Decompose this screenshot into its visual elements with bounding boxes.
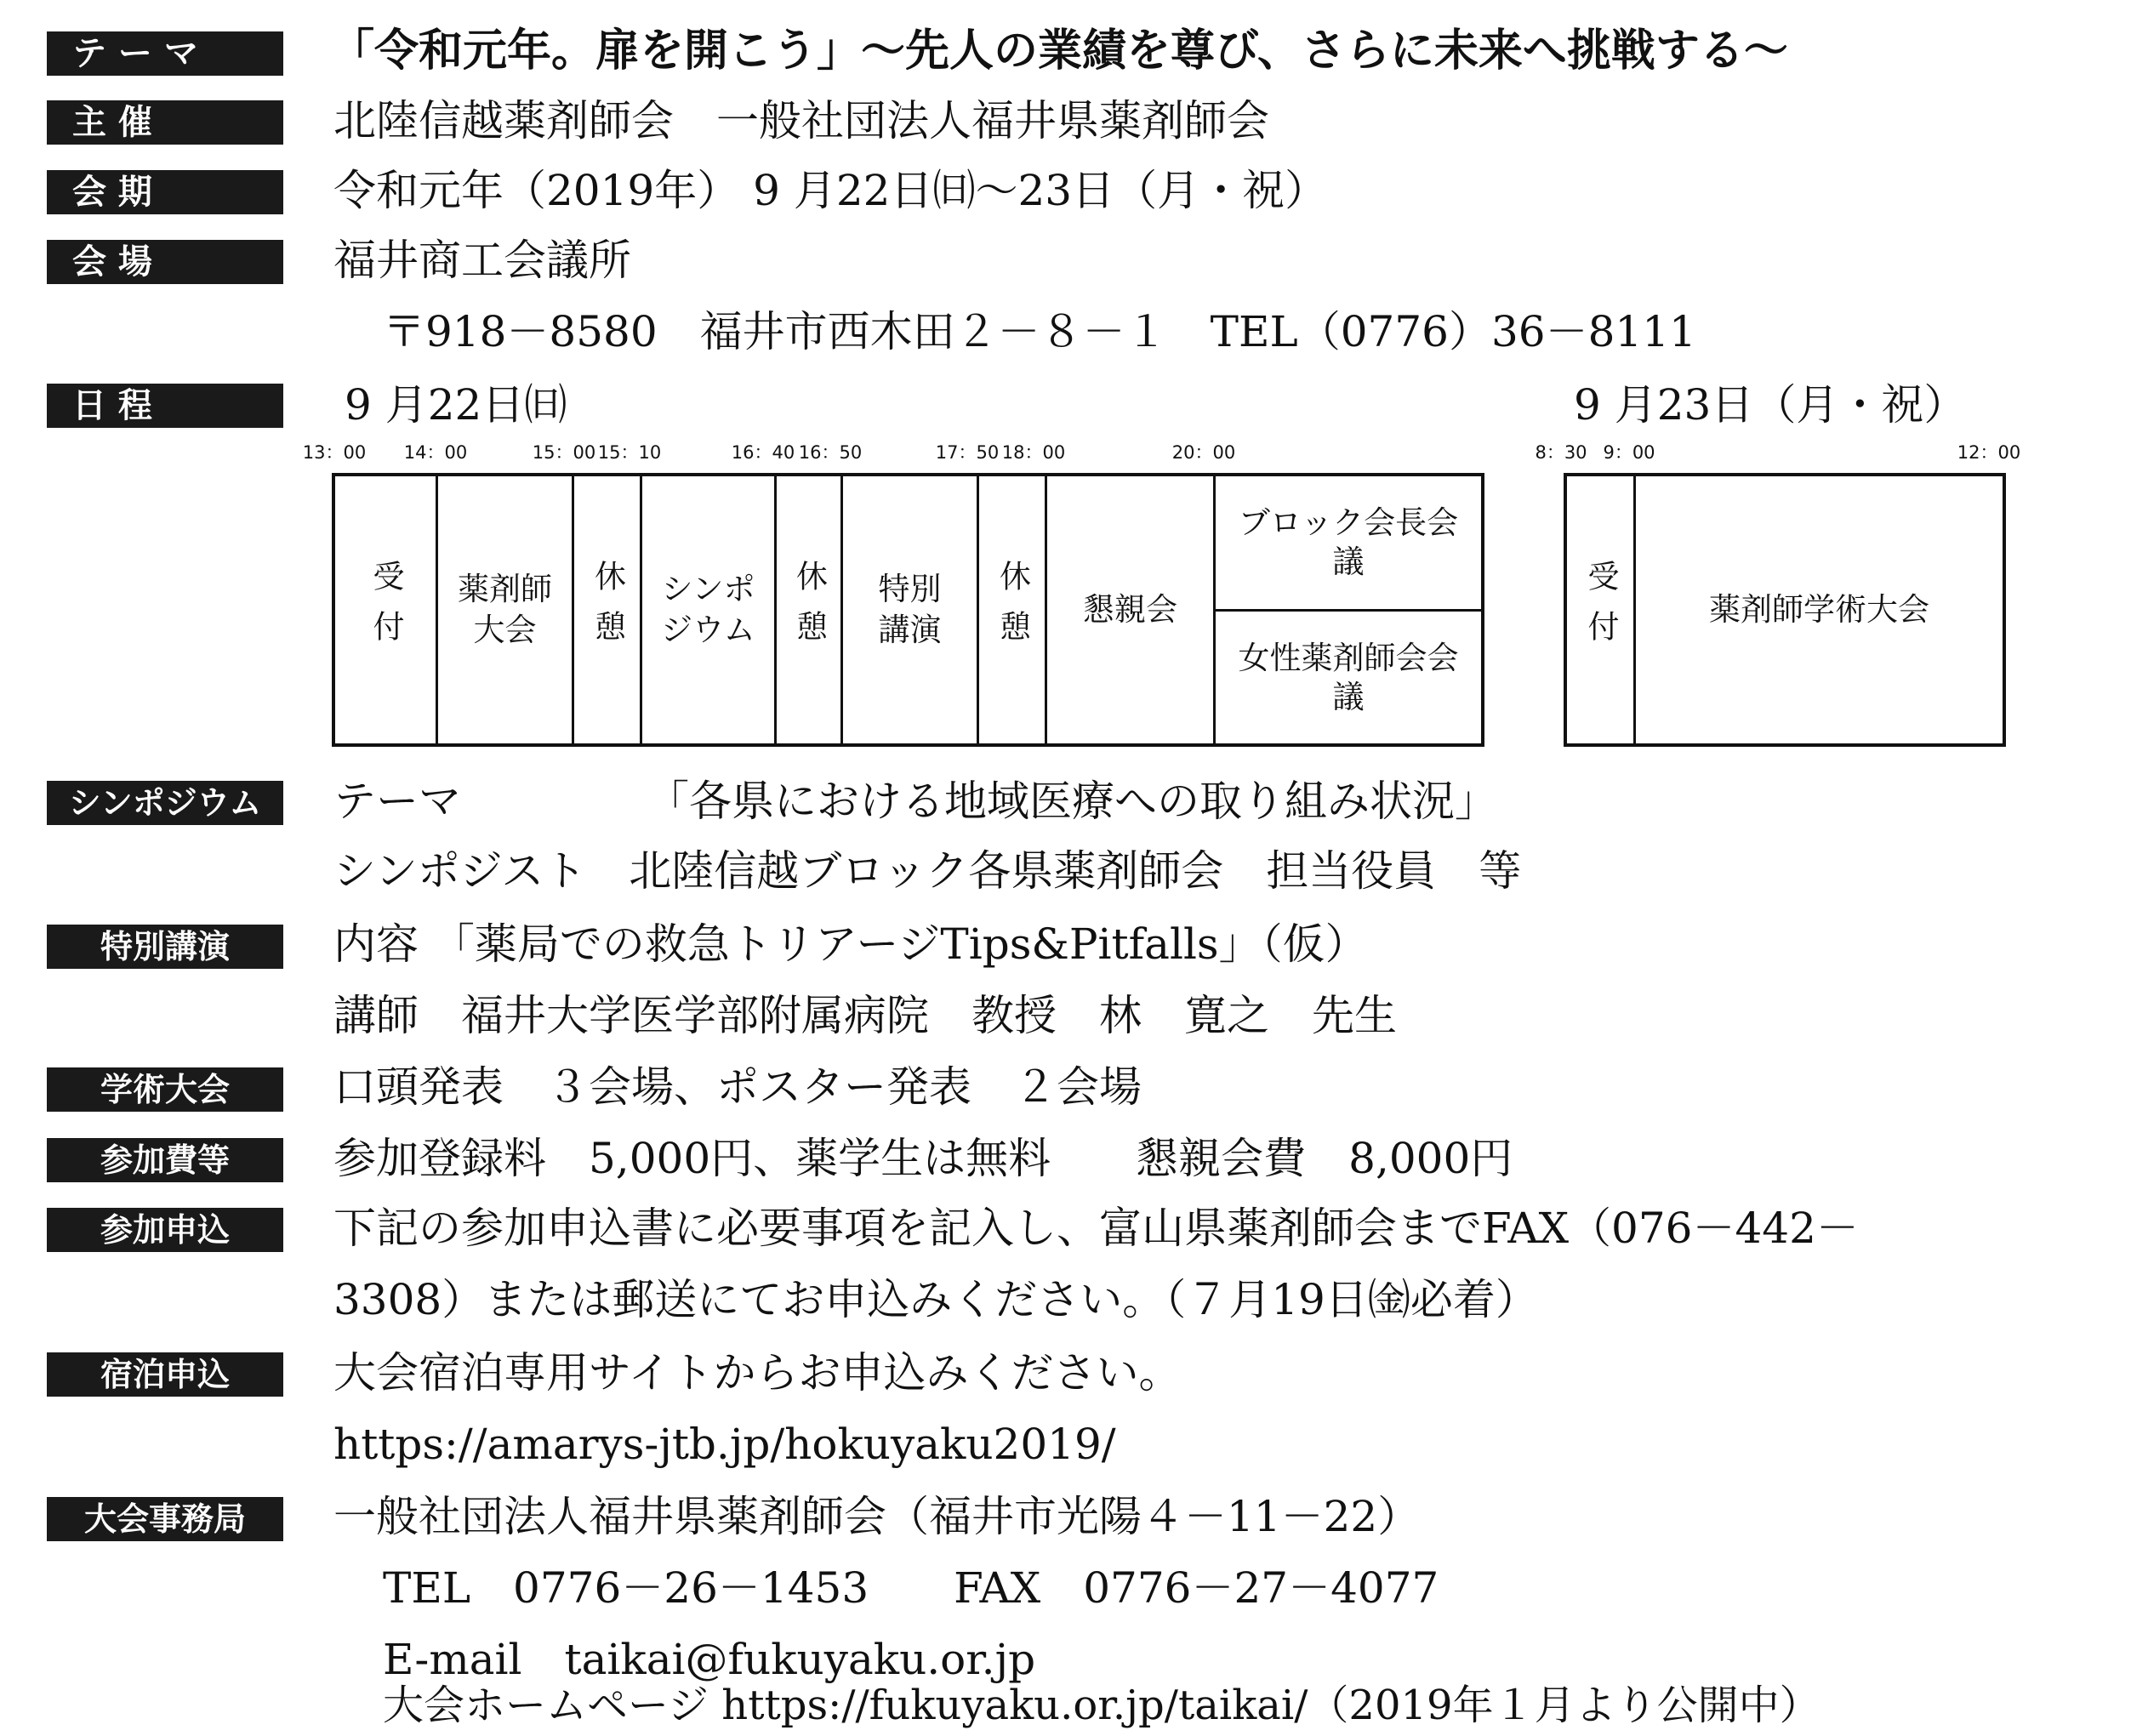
label-symposium: シンポジウム (47, 781, 283, 825)
registration-line1: 下記の参加申込書に必要事項を記入し、富山県薬剤師会までFAX（076－442－ (333, 1204, 1859, 1253)
session-break-1: 休憩 (572, 476, 640, 743)
label-theme: テ ー マ (47, 31, 283, 76)
time-tick: 15：00 (532, 442, 596, 463)
label-host: 主 催 (47, 100, 283, 145)
session-special-lecture: 特別講演 (840, 476, 977, 743)
session-reception-party: 懇親会 (1045, 476, 1213, 743)
label-special-lecture: 特別講演 (47, 925, 283, 969)
time-tick: 14：00 (403, 442, 468, 463)
label-fees: 参加費等 (47, 1138, 283, 1182)
secretariat-name: 一般社団法人福井県薬剤師会（福井市光陽４－11－22） (333, 1492, 1421, 1541)
theme-text: 「令和元年。扉を開こう」〜先人の業績を尊び、さらに未来へ挑戦する〜 (330, 26, 1788, 77)
academic-text: 口頭発表 ３会場、ポスター発表 ２会場 (333, 1062, 1142, 1112)
label-period: 会 期 (47, 170, 283, 214)
time-tick: 8：30 (1535, 442, 1587, 463)
special-lecture-content: 内容 「薬局での救急トリアージTips&Pitfalls」（仮） (333, 919, 1368, 969)
fees-text: 参加登録料 5,000円、薬学生は無料 懇親会費 8,000円 (333, 1134, 1513, 1183)
lodging-url[interactable]: https://amarys-jtb.jp/hokuyaku2019/ (333, 1420, 1116, 1469)
time-tick: 13：00 (302, 442, 367, 463)
label-schedule: 日 程 (47, 384, 283, 428)
time-tick: 18：00 (1001, 442, 1066, 463)
symposium-theme: 「各県における地域医療への取り組み状況」 (647, 777, 1497, 826)
session-block-chairs-meeting: ブロック会長会議 (1216, 476, 1481, 612)
special-lecture-lecturer: 講師 福井大学医学部附属病院 教授 林 寛之 先生 (333, 991, 1397, 1040)
label-academic: 学術大会 (47, 1067, 283, 1112)
host-text: 北陸信越薬剤師会 一般社団法人福井県薬剤師会 (333, 96, 1269, 145)
label-venue: 会 場 (47, 240, 283, 284)
label-lodging: 宿泊申込 (47, 1352, 283, 1397)
schedule-day1-table (332, 473, 1484, 747)
lodging-text: 大会宿泊専用サイトからお申込みください。 (333, 1348, 1182, 1397)
secretariat-homepage[interactable]: 大会ホームページ https://fukuyaku.or.jp/taikai/（2019年１月より公開中） (383, 1682, 1820, 1729)
session-women-pharmacists-meeting: 女性薬剤師会会議 (1238, 639, 1459, 715)
symposium-speakers: シンポジスト 北陸信越ブロック各県薬剤師会 担当役員 等 (333, 846, 1522, 896)
label-secretariat: 大会事務局 (47, 1497, 283, 1541)
symposium-theme-label: テーマ (333, 777, 461, 826)
session-break-2: 休憩 (774, 476, 840, 743)
time-tick: 17：50 (935, 442, 1000, 463)
session-reception-day2: 受付 (1582, 560, 1619, 660)
time-tick: 15：10 (597, 442, 662, 463)
time-tick: 16：50 (798, 442, 863, 463)
time-tick: 9：00 (1603, 442, 1655, 463)
secretariat-email[interactable]: E-mail taikai@fukuyaku.or.jp (383, 1635, 1036, 1684)
period-text: 令和元年（2019年） 9 月22日㈰〜23日（月・祝） (333, 166, 1328, 215)
session-academic-convention: 薬剤師学術大会 (1633, 476, 2003, 743)
schedule-day1-date: 9 月22日㈰ (345, 380, 567, 430)
venue-address: 〒918－8580 福井市西木田２－８－１ TEL（0776）36－8111 (383, 307, 1696, 356)
registration-line2: 3308）または郵送にてお申込みください。（７月19日㈮必着） (333, 1275, 1538, 1324)
schedule-day2-table (1564, 473, 2006, 747)
session-symposium: シンポジウム (640, 476, 774, 743)
session-parallel-meetings (1213, 476, 1481, 743)
secretariat-tel-fax: TEL 0776－26－1453 FAX 0776－27－4077 (383, 1563, 1439, 1613)
session-pharmacist-convention: 薬剤師大会 (436, 476, 572, 743)
session-break-3: 休憩 (977, 476, 1045, 743)
venue-name: 福井商工会議所 (333, 236, 631, 285)
schedule-day2-date: 9 月23日（月・祝） (1574, 380, 1967, 430)
time-tick: 16：40 (731, 442, 795, 463)
session-reception: 受付 (368, 560, 404, 660)
label-registration: 参加申込 (47, 1208, 283, 1252)
time-tick: 12：00 (1957, 442, 2021, 463)
time-tick: 20：00 (1171, 442, 1236, 463)
